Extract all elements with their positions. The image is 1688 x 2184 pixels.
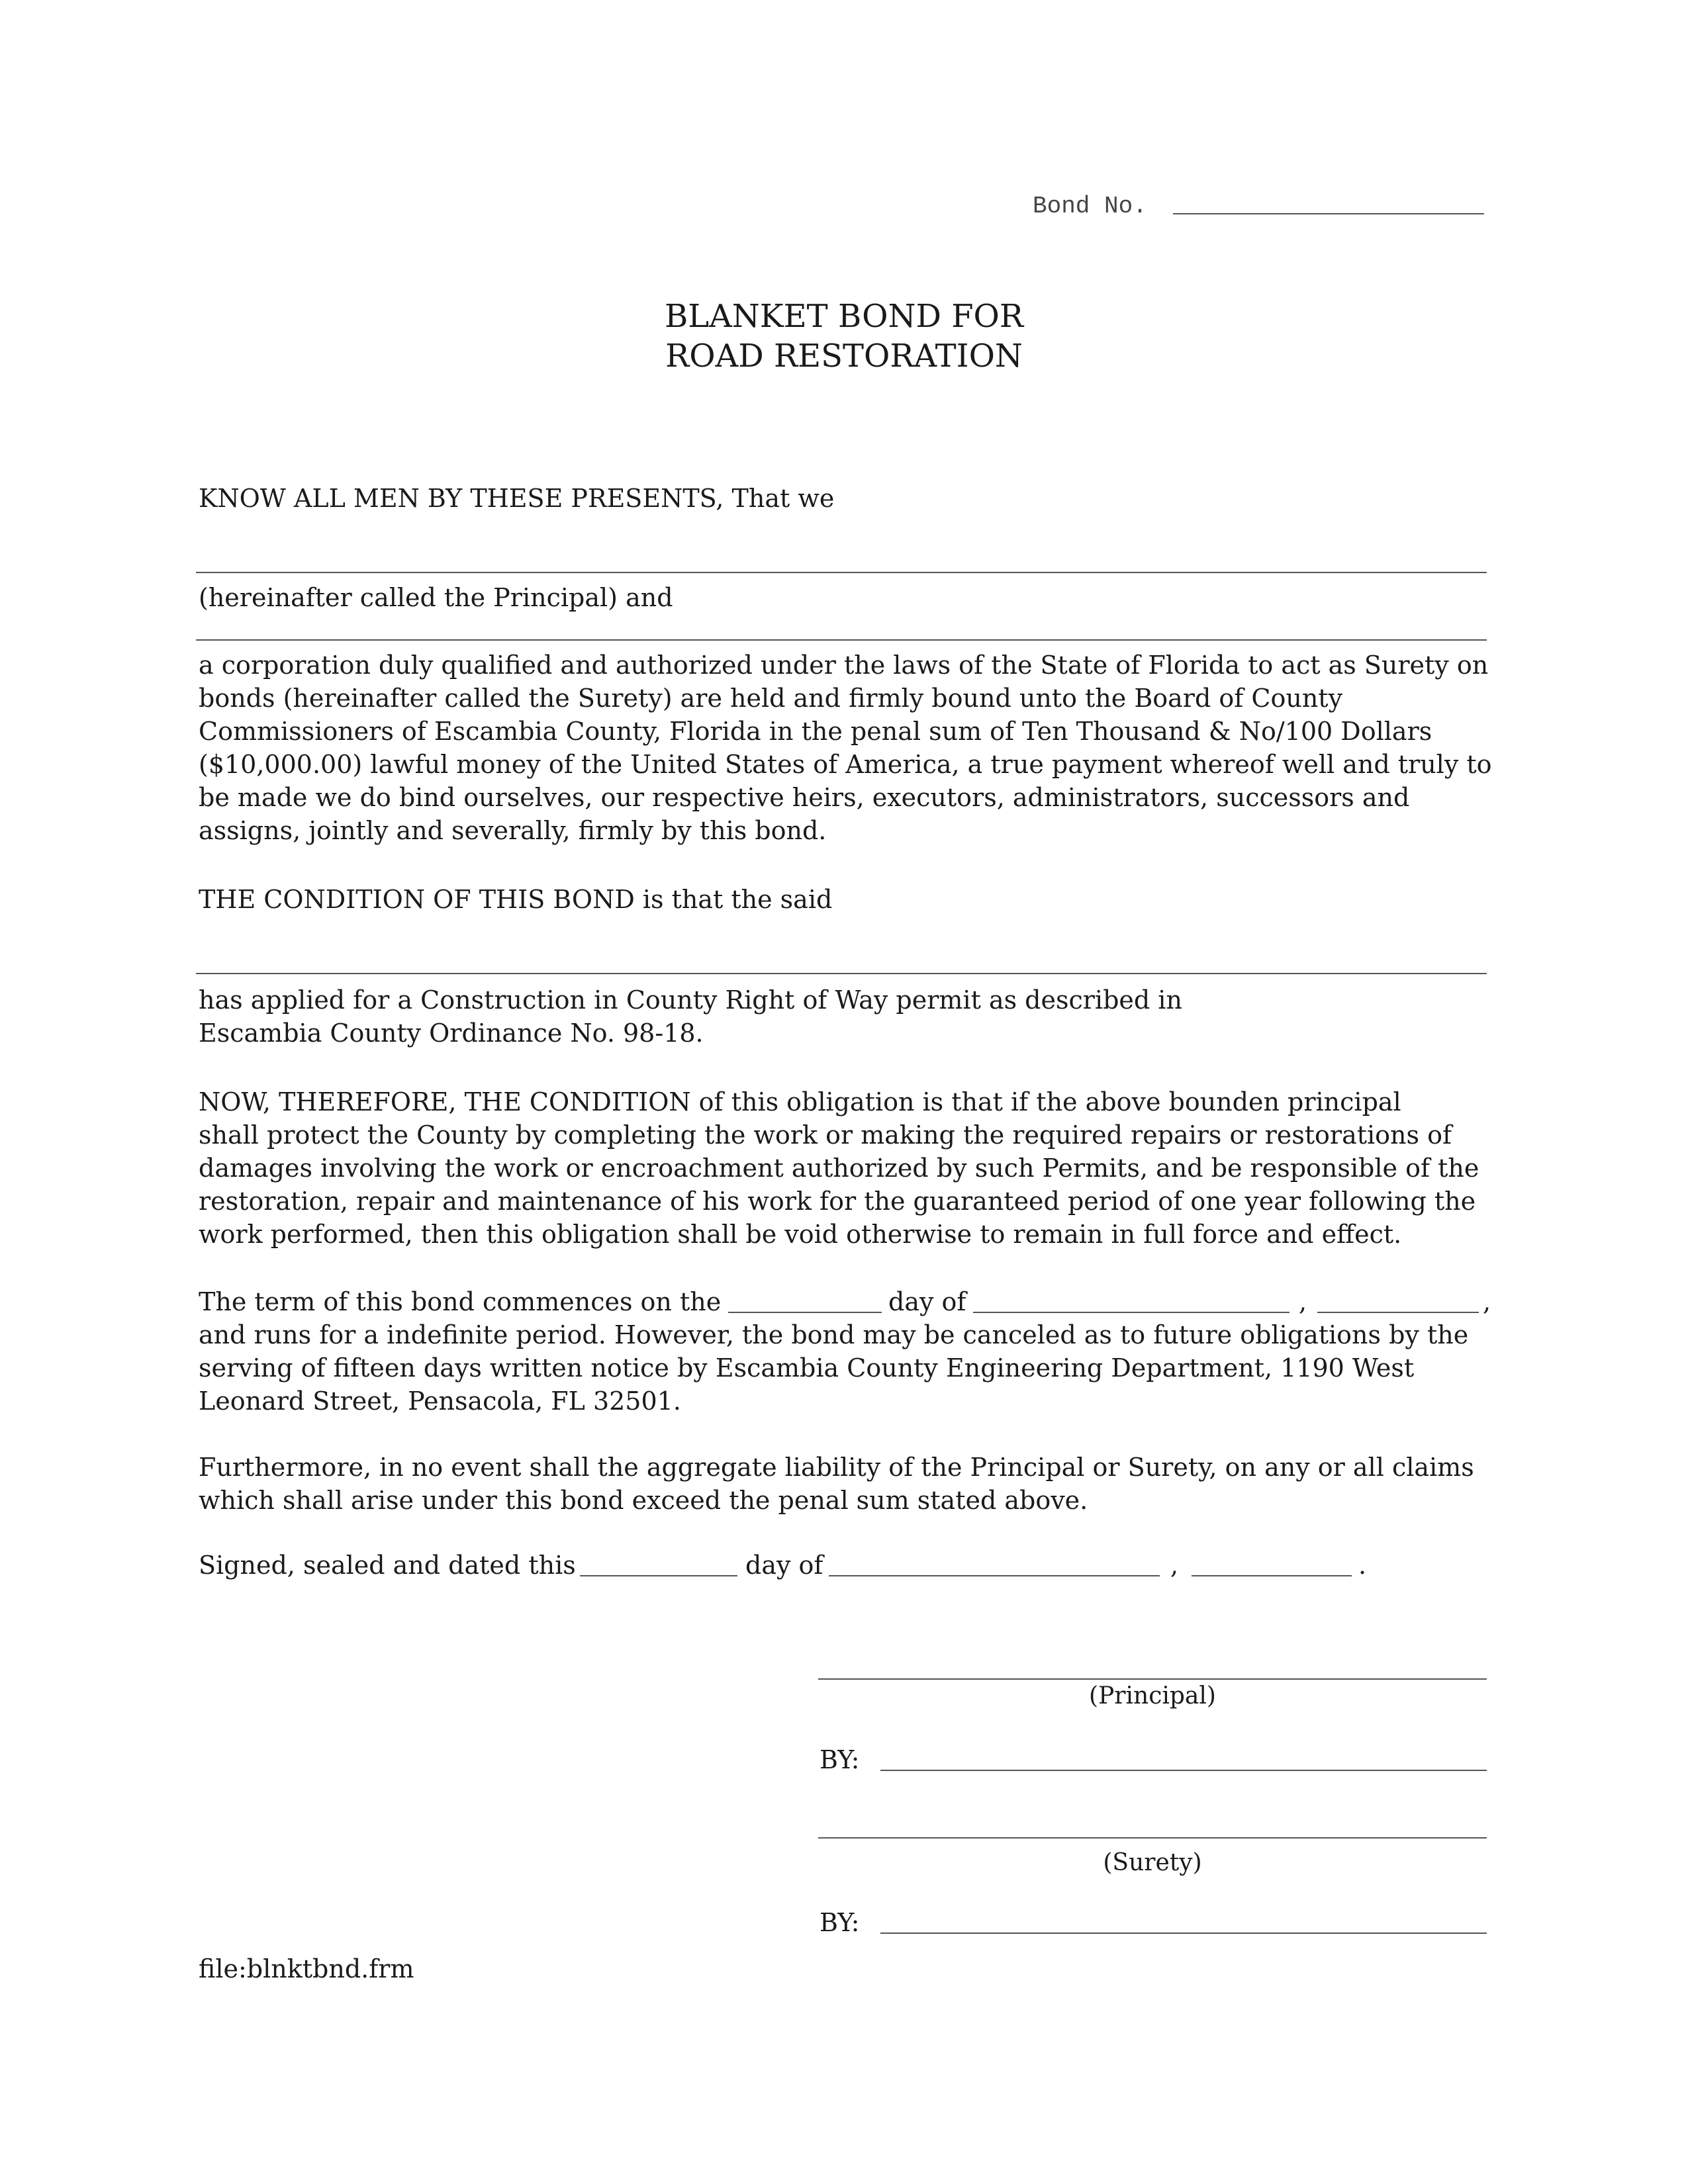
title-line-2: ROAD RESTORATION [665, 338, 1023, 375]
principal-signature-label: (Principal) [1089, 1682, 1216, 1709]
permit-line: Escambia County Ordinance No. 98-18. [199, 1019, 704, 1048]
now-line: damages involving the work or encroachment authorized by such Permits, and be responsible of the [199, 1154, 1479, 1183]
surety-paragraph [199, 649, 1496, 847]
principal-signature-field[interactable] [818, 1678, 1487, 1680]
principal-label: (hereinafter called the Principal) and [199, 583, 673, 612]
know-all-text: KNOW ALL MEN BY THESE PRESENTS, That we [199, 484, 835, 513]
term-month-field[interactable] [973, 1312, 1289, 1313]
term-line: and runs for a indefinite period. However, the bond may be canceled as to future obligations by the [199, 1320, 1469, 1349]
signed-day-field[interactable] [580, 1575, 737, 1576]
permit-line: has applied for a Construction in County Right of Way permit as described in [199, 985, 1182, 1015]
document-title [0, 296, 1688, 376]
signed-comma: , [1170, 1551, 1179, 1580]
now-line: work performed, then this obligation shall be void otherwise to remain in full force and effect. [199, 1220, 1402, 1249]
signed-month-field[interactable] [829, 1575, 1160, 1576]
applicant-name-field[interactable] [196, 973, 1487, 974]
permit-paragraph [199, 983, 1496, 1050]
footer-filename: file:blnktbnd.frm [199, 1954, 414, 1983]
surety-line: assigns, jointly and severally, firmly by this bond. [199, 816, 827, 845]
principal-by-field[interactable] [880, 1770, 1487, 1771]
furthermore-paragraph [199, 1451, 1496, 1517]
condition-text: THE CONDITION OF THIS BOND is that the said [199, 885, 833, 914]
signed-year-field[interactable] [1192, 1575, 1352, 1576]
term-day-of: day of [888, 1287, 966, 1316]
term-comma: , [1299, 1287, 1307, 1316]
term-line: Leonard Street, Pensacola, FL 32501. [199, 1387, 681, 1416]
surety-line: a corporation duly qualified and authorized under the laws of the State of Florida to act as Surety on [199, 651, 1489, 680]
term-trailing-comma: , [1483, 1287, 1491, 1316]
surety-line: be made we do bind ourselves, our respective heirs, executors, administrators, successors and [199, 783, 1410, 812]
signed-period: . [1358, 1551, 1367, 1580]
surety-signature-label: (Surety) [1103, 1849, 1202, 1876]
now-therefore-paragraph [199, 1085, 1496, 1251]
term-line: serving of fifteen days written notice by Escambia County Engineering Department, 1190 West [199, 1353, 1415, 1383]
principal-name-field[interactable] [196, 572, 1487, 573]
surety-line: ($10,000.00) lawful money of the United States of America, a true payment whereof well and truly to [199, 750, 1492, 779]
term-prefix: The term of this bond commences on the [199, 1287, 722, 1316]
surety-signature-field[interactable] [818, 1837, 1487, 1839]
bond-no-field[interactable] [1173, 213, 1484, 214]
signed-prefix: Signed, sealed and dated this [199, 1551, 576, 1580]
furthermore-line: Furthermore, in no event shall the aggregate liability of the Principal or Surety, on any or all claims [199, 1453, 1474, 1482]
bond-no-label: Bond No. [1033, 193, 1147, 220]
now-line: shall protect the County by completing the work or making the required repairs or restorations of [199, 1120, 1452, 1150]
surety-by-label: BY: [820, 1908, 860, 1937]
surety-name-field[interactable] [196, 639, 1487, 641]
furthermore-line: which shall arise under this bond exceed the penal sum stated above. [199, 1486, 1088, 1515]
term-paragraph [199, 1318, 1496, 1418]
now-line: restoration, repair and maintenance of his work for the guaranteed period of one year following the [199, 1187, 1476, 1216]
term-day-field[interactable] [728, 1312, 882, 1313]
surety-by-field[interactable] [880, 1933, 1487, 1934]
surety-line: bonds (hereinafter called the Surety) are held and firmly bound unto the Board of County [199, 684, 1343, 713]
surety-line: Commissioners of Escambia County, Florida in the penal sum of Ten Thousand & No/100 Dollars [199, 717, 1432, 746]
now-line: NOW, THEREFORE, THE CONDITION of this obligation is that if the above bounden principal [199, 1087, 1401, 1116]
principal-by-label: BY: [820, 1745, 860, 1774]
term-year-field[interactable] [1317, 1312, 1479, 1313]
signed-day-of: day of [745, 1551, 823, 1580]
title-line-1: BLANKET BOND FOR [664, 298, 1024, 335]
